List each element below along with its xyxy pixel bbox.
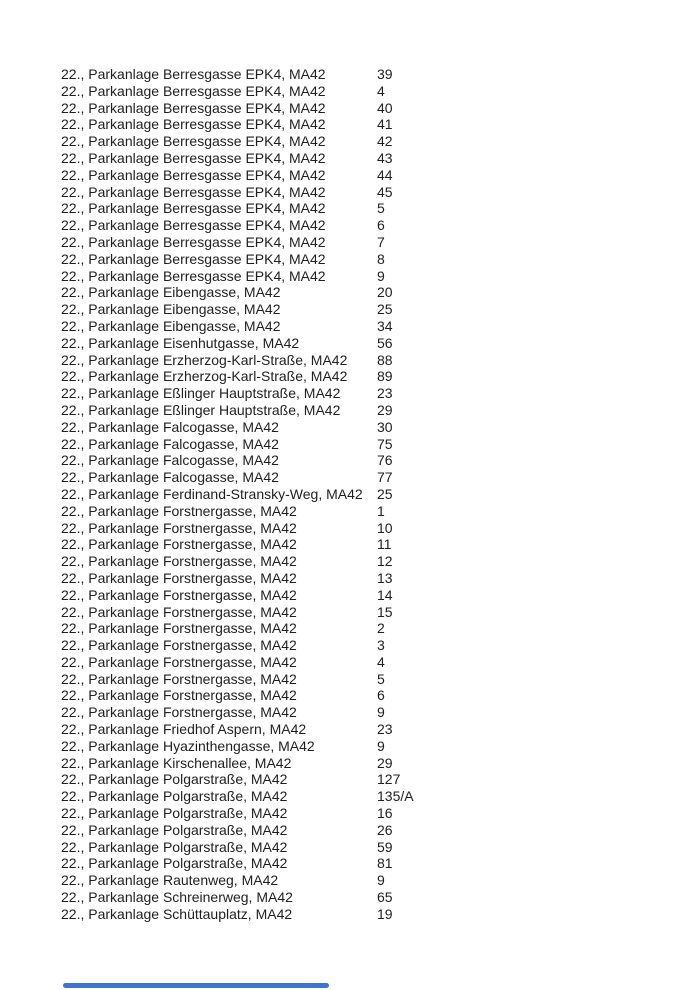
- park-number: 8: [377, 250, 385, 267]
- list-item: [61, 587, 621, 604]
- list-item: [61, 604, 621, 621]
- park-number: 39: [377, 66, 393, 82]
- park-name: 22., Parkanlage Falcogasse, MA42: [61, 469, 279, 486]
- list-item: [61, 620, 621, 637]
- park-name: 22., Parkanlage Forstnergasse, MA42: [61, 519, 297, 536]
- park-number: 15: [377, 603, 393, 620]
- park-name: 22., Parkanlage Berresgasse EPK4, MA42: [61, 250, 326, 267]
- list-item: [61, 687, 621, 704]
- list-item: [61, 402, 621, 419]
- park-name: 22., Parkanlage Forstnergasse, MA42: [61, 553, 297, 570]
- park-number: 44: [377, 166, 393, 183]
- list-item: [61, 150, 621, 167]
- park-number: 6: [377, 217, 385, 234]
- park-number: 135/A: [377, 788, 414, 805]
- park-name: 22., Parkanlage Eibengasse, MA42: [61, 284, 281, 301]
- park-number: 11: [377, 536, 392, 553]
- list-item: [61, 184, 621, 201]
- list-item: [61, 217, 621, 234]
- park-name: 22., Parkanlage Berresgasse EPK4, MA42: [61, 217, 326, 234]
- park-number: 30: [377, 418, 393, 435]
- park-number: 20: [377, 284, 393, 301]
- park-number: 45: [377, 183, 393, 200]
- list-item: [61, 855, 621, 872]
- park-name: 22., Parkanlage Eßlinger Hauptstraße, MA42: [61, 401, 341, 418]
- list-item: [61, 805, 621, 822]
- park-name: 22., Parkanlage Falcogasse, MA42: [61, 435, 279, 452]
- list-item: [61, 486, 621, 503]
- park-number: 76: [377, 452, 393, 469]
- list-item: [61, 520, 621, 537]
- park-name: 22., Parkanlage Schüttauplatz, MA42: [61, 905, 293, 922]
- horizontal-scrollbar-thumb[interactable]: [63, 983, 329, 988]
- list-item: [61, 368, 621, 385]
- park-name: 22., Parkanlage Forstnergasse, MA42: [61, 620, 297, 637]
- park-name: 22., Parkanlage Forstnergasse, MA42: [61, 653, 297, 670]
- list-item: [61, 83, 621, 100]
- park-name: 22., Parkanlage Polgarstraße, MA42: [61, 805, 288, 822]
- list-item: [61, 771, 621, 788]
- list-item: [61, 536, 621, 553]
- park-number: 2: [377, 620, 385, 637]
- list-item: [61, 419, 621, 436]
- list-item: [61, 822, 621, 839]
- park-number: 59: [377, 838, 393, 855]
- park-name: 22., Parkanlage Berresgasse EPK4, MA42: [61, 116, 326, 133]
- list-item: [61, 100, 621, 117]
- list-item: [61, 654, 621, 671]
- park-name: 22., Parkanlage Berresgasse EPK4, MA42: [61, 66, 326, 82]
- park-number: 10: [377, 519, 393, 536]
- park-number: 29: [377, 754, 393, 771]
- park-name: 22., Parkanlage Erzherzog-Karl-Straße, MA42: [61, 351, 348, 368]
- list-item: [61, 234, 621, 251]
- park-name: 22., Parkanlage Eibengasse, MA42: [61, 317, 281, 334]
- list-item: [61, 116, 621, 133]
- park-number: 14: [377, 586, 393, 603]
- park-number: 16: [377, 805, 393, 822]
- list-item: [61, 889, 621, 906]
- list-item: [61, 704, 621, 721]
- park-name: 22., Parkanlage Hyazinthengasse, MA42: [61, 737, 315, 754]
- list-item: [61, 553, 621, 570]
- park-number: 25: [377, 301, 393, 318]
- park-number: 23: [377, 721, 393, 738]
- park-number: 127: [377, 771, 401, 788]
- list-item: [61, 436, 621, 453]
- list-item: [61, 755, 621, 772]
- park-number: 23: [377, 385, 393, 402]
- park-name: 22., Parkanlage Berresgasse EPK4, MA42: [61, 233, 326, 250]
- list-item: [61, 872, 621, 889]
- park-name: 22., Parkanlage Eßlinger Hauptstraße, MA42: [61, 385, 341, 402]
- park-number: 81: [377, 855, 393, 872]
- park-number: 4: [377, 653, 385, 670]
- list-item: [61, 671, 621, 688]
- park-name: 22., Parkanlage Rautenweg, MA42: [61, 872, 279, 889]
- park-name: 22., Parkanlage Forstnergasse, MA42: [61, 586, 297, 603]
- park-number: 6: [377, 687, 385, 704]
- park-name: 22., Parkanlage Forstnergasse, MA42: [61, 502, 297, 519]
- list-item: [61, 738, 621, 755]
- park-name: 22., Parkanlage Berresgasse EPK4, MA42: [61, 82, 326, 99]
- park-number: 41: [377, 116, 393, 133]
- park-name: 22., Parkanlage Berresgasse EPK4, MA42: [61, 133, 326, 150]
- park-name: 22., Parkanlage Falcogasse, MA42: [61, 418, 279, 435]
- list-item: [61, 133, 621, 150]
- list-item: [61, 452, 621, 469]
- park-name: 22., Parkanlage Forstnergasse, MA42: [61, 670, 297, 687]
- park-number: 42: [377, 133, 393, 150]
- park-list: [61, 66, 621, 923]
- list-item: [61, 268, 621, 285]
- park-number: 40: [377, 99, 393, 116]
- park-number: 43: [377, 149, 393, 166]
- park-name: 22., Parkanlage Polgarstraße, MA42: [61, 771, 288, 788]
- park-name: 22., Parkanlage Falcogasse, MA42: [61, 452, 279, 469]
- list-item: [61, 251, 621, 268]
- park-number: 7: [377, 233, 385, 250]
- list-item: [61, 503, 621, 520]
- park-name: 22., Parkanlage Polgarstraße, MA42: [61, 838, 288, 855]
- park-name: 22., Parkanlage Forstnergasse, MA42: [61, 569, 297, 586]
- list-item: [61, 200, 621, 217]
- park-number: 77: [377, 469, 393, 486]
- park-number: 5: [377, 670, 385, 687]
- park-name: 22., Parkanlage Ferdinand-Stransky-Weg, MA42: [61, 485, 363, 502]
- park-number: 29: [377, 401, 393, 418]
- park-name: 22., Parkanlage Berresgasse EPK4, MA42: [61, 99, 326, 116]
- park-name: 22., Parkanlage Berresgasse EPK4, MA42: [61, 166, 326, 183]
- park-name: 22., Parkanlage Eisenhutgasse, MA42: [61, 334, 300, 351]
- list-item: [61, 167, 621, 184]
- park-number: 75: [377, 435, 393, 452]
- list-item: [61, 318, 621, 335]
- park-number: 56: [377, 334, 393, 351]
- park-name: 22., Parkanlage Kirschenallee, MA42: [61, 754, 292, 771]
- park-name: 22., Parkanlage Forstnergasse, MA42: [61, 603, 297, 620]
- list-item: [61, 788, 621, 805]
- park-number: 65: [377, 889, 393, 906]
- park-number: 19: [377, 905, 393, 922]
- park-number: 89: [377, 368, 393, 385]
- park-number: 34: [377, 317, 393, 334]
- park-name: 22., Parkanlage Forstnergasse, MA42: [61, 637, 297, 654]
- list-item: [61, 301, 621, 318]
- park-name: 22., Parkanlage Erzherzog-Karl-Straße, MA42: [61, 368, 348, 385]
- park-number: 4: [377, 82, 385, 99]
- list-item: [61, 335, 621, 352]
- park-number: 12: [377, 553, 393, 570]
- park-name: 22., Parkanlage Friedhof Aspern, MA42: [61, 721, 307, 738]
- park-number: 26: [377, 821, 393, 838]
- list-item: [61, 721, 621, 738]
- list-item: [61, 570, 621, 587]
- park-name: 22., Parkanlage Forstnergasse, MA42: [61, 687, 297, 704]
- park-number: 3: [377, 637, 385, 654]
- park-name: 22., Parkanlage Polgarstraße, MA42: [61, 821, 288, 838]
- park-name: 22., Parkanlage Polgarstraße, MA42: [61, 855, 288, 872]
- park-number: 5: [377, 200, 385, 217]
- park-name: 22., Parkanlage Berresgasse EPK4, MA42: [61, 267, 326, 284]
- park-name: 22., Parkanlage Schreinerweg, MA42: [61, 889, 293, 906]
- list-item: [61, 284, 621, 301]
- park-name: 22., Parkanlage Berresgasse EPK4, MA42: [61, 200, 326, 217]
- park-number: 9: [377, 267, 385, 284]
- park-name: 22., Parkanlage Berresgasse EPK4, MA42: [61, 149, 326, 166]
- list-item: [61, 66, 621, 83]
- park-name: 22., Parkanlage Berresgasse EPK4, MA42: [61, 183, 326, 200]
- park-number: 88: [377, 351, 393, 368]
- park-number: 9: [377, 872, 385, 889]
- list-item: [61, 906, 621, 923]
- list-item: [61, 469, 621, 486]
- list-item: [61, 637, 621, 654]
- list-item: [61, 385, 621, 402]
- park-name: 22., Parkanlage Polgarstraße, MA42: [61, 788, 288, 805]
- list-item: [61, 839, 621, 856]
- park-number: 1: [377, 502, 385, 519]
- park-name: 22., Parkanlage Forstnergasse, MA42: [61, 704, 297, 721]
- park-number: 25: [377, 485, 393, 502]
- list-item: [61, 352, 621, 369]
- park-name: 22., Parkanlage Forstnergasse, MA42: [61, 536, 297, 553]
- park-number: 13: [377, 569, 393, 586]
- park-number: 9: [377, 704, 385, 721]
- park-number: 9: [377, 737, 385, 754]
- park-name: 22., Parkanlage Eibengasse, MA42: [61, 301, 281, 318]
